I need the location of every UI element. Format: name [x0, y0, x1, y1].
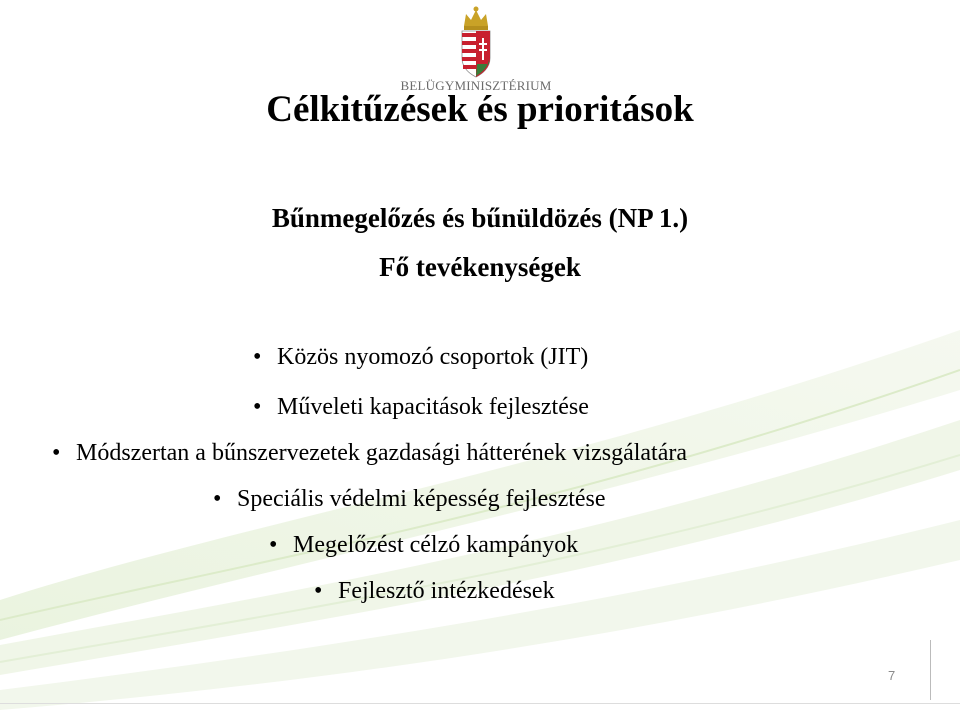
list-item-text: Műveleti kapacitások fejlesztése	[277, 394, 589, 420]
list-item	[269, 532, 578, 559]
ministry-name: BELÜGYMINISZTÉRIUM	[400, 78, 552, 93]
bullet-icon: •	[213, 486, 222, 512]
slide-subtitle: Bűnmegelőzés és bűnüldözés (NP 1.)	[271, 203, 689, 233]
list-item-text: Megelőzést célzó kampányok	[293, 532, 579, 558]
ministry-logo	[396, 0, 556, 100]
section-heading: Fő tevékenységek	[379, 252, 581, 282]
list-item	[213, 486, 606, 513]
list-item-text: Módszertan a bűnszervezetek gazdasági hátterének vizsgálatára	[76, 440, 688, 466]
slide-title: Célkitűzések és prioritások	[266, 89, 694, 130]
list-item-text: Fejlesztő intézkedések	[338, 578, 555, 604]
bullet-icon: •	[314, 578, 323, 604]
page-number: 7	[888, 668, 896, 683]
bullet-icon: •	[269, 532, 278, 558]
list-item	[253, 394, 589, 421]
coat-of-arms-icon	[460, 6, 492, 78]
list-item	[314, 578, 555, 605]
bullet-icon: •	[253, 394, 262, 420]
list-item-text: Közös nyomozó csoportok (JIT)	[277, 344, 589, 370]
list-item	[253, 344, 588, 371]
list-item-text: Speciális védelmi képesség fejlesztése	[237, 486, 606, 512]
list-item	[52, 440, 687, 467]
bullet-icon: •	[253, 344, 262, 370]
bullet-icon: •	[52, 440, 61, 466]
